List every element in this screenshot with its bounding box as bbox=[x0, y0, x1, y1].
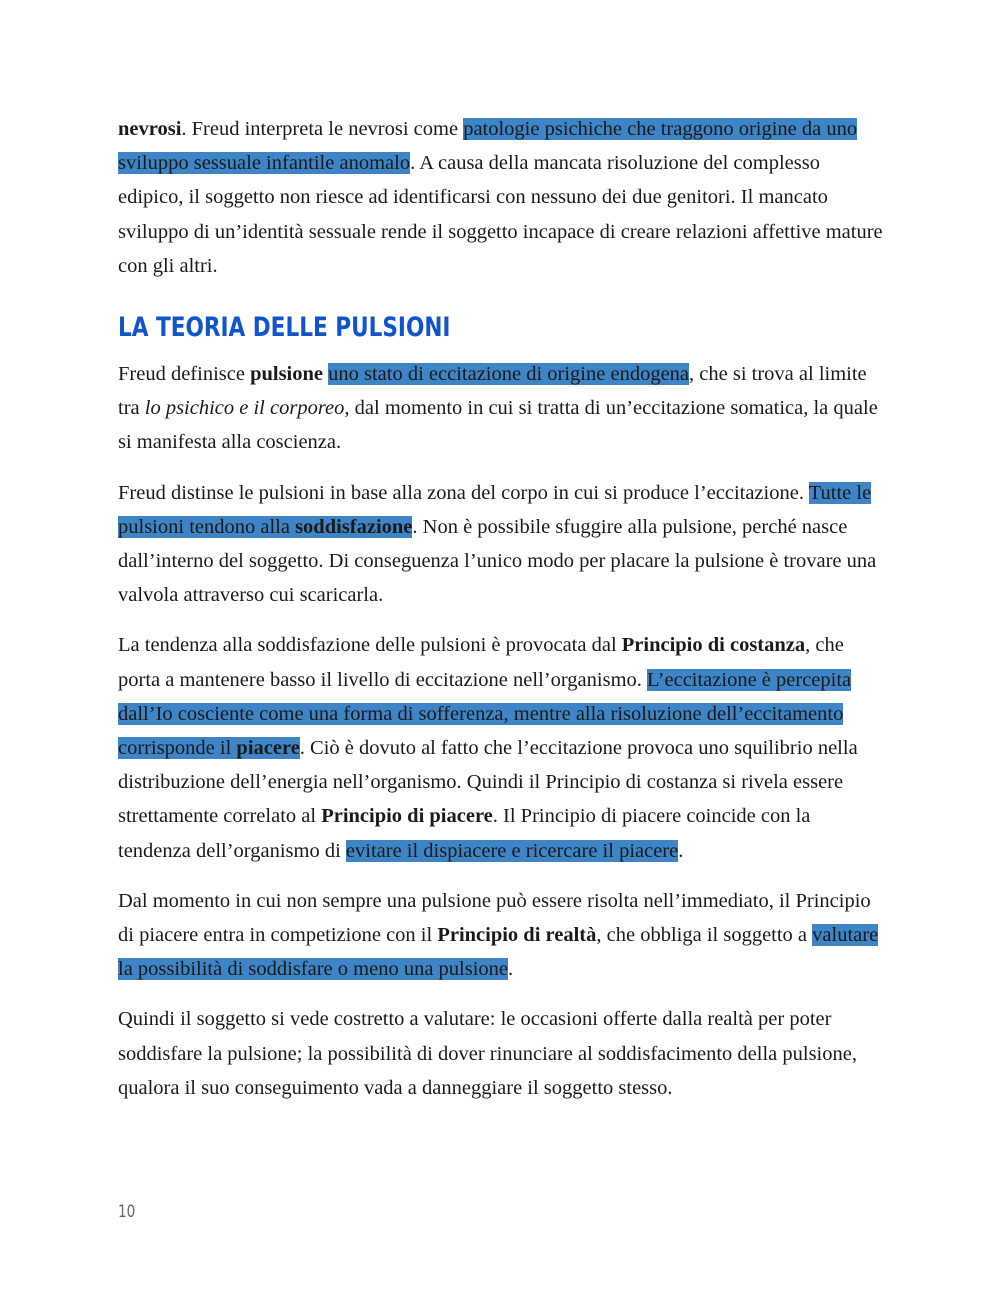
highlighted-text[interactable]: patologie psichiche che traggono origine da uno sviluppo sessuale infantile anomalo bbox=[118, 118, 858, 175]
text-run: . bbox=[508, 958, 514, 981]
text-run: , che porta a mantenere basso il livello di eccitazione nell’organismo. bbox=[118, 634, 844, 691]
page-number: 10 bbox=[118, 1202, 136, 1222]
highlighted-bold-term[interactable]: soddisfazione bbox=[295, 515, 413, 538]
text-run: Freud definisce bbox=[118, 363, 251, 386]
text-run: La tendenza alla soddisfazione delle pulsioni è provocata dal bbox=[118, 634, 622, 657]
bold-term: Principio di costanza bbox=[621, 634, 806, 657]
text-run: . Non è possibile sfuggire alla pulsione, perché nasce dall’interno del soggetto. Di conseguenza l’unico modo per placare la pulsione è trovare una valvola attraverso cui scaricarla. bbox=[118, 515, 877, 607]
text-run: . Il Principio di piacere coincide con la tendenza dell’organismo di bbox=[118, 805, 811, 862]
paragraph-principio-realta bbox=[118, 884, 884, 987]
bold-term: pulsione bbox=[250, 363, 323, 386]
text-run: Quindi il soggetto si vede costretto a valutare: le occasioni offerte dalla realtà per poter soddisfare la pulsione; la possibilità di dover rinunciare al soddisfacimento della pulsione, qualora il suo conseguimento vada a danneggiare il soggetto stesso. bbox=[118, 1008, 857, 1099]
highlighted-text[interactable]: Tutte le pulsioni tendono alla bbox=[118, 481, 872, 538]
text-run: Freud distinse le pulsioni in base alla zona del corpo in cui si produce l’eccitazione. bbox=[118, 481, 809, 504]
text-run: , dal momento in cui si tratta di un’eccitazione somatica, la quale si manifesta alla coscienza. bbox=[118, 397, 878, 454]
bold-term: Principio di realtà bbox=[437, 924, 597, 947]
section-heading: LA TEORIA DELLE PULSIONI bbox=[118, 312, 451, 344]
document-page bbox=[118, 112, 884, 1121]
paragraph-principio-costanza bbox=[118, 628, 884, 867]
text-run: , che obbliga il soggetto a bbox=[596, 924, 813, 947]
paragraph-pulsione-definition bbox=[118, 357, 884, 460]
italic-text: lo psichico e il corporeo bbox=[144, 397, 345, 420]
paragraph-valutazione bbox=[118, 1002, 884, 1105]
highlighted-text[interactable]: uno stato di eccitazione di origine endogena bbox=[328, 363, 690, 386]
highlighted-text[interactable]: evitare il dispiacere e ricercare il piacere bbox=[345, 839, 679, 862]
text-run: Dal momento in cui non sempre una pulsione può essere risolta nell’immediato, il Principio di piacere entra in competizione con il bbox=[118, 889, 871, 947]
text-run: . Freud interpreta le nevrosi come bbox=[181, 118, 464, 140]
highlighted-text[interactable]: valutare la possibilità di soddisfare o meno una pulsione bbox=[118, 924, 879, 981]
text-run: . A causa della mancata risoluzione del complesso edipico, il soggetto non riesce ad identificarsi con nessuno dei due genitori. Il mancato sviluppo di un’identità sessuale rende il soggetto incapace di creare relazioni affettive mature con gli altri. bbox=[118, 152, 883, 277]
highlighted-bold-term[interactable]: piacere bbox=[236, 737, 300, 760]
bold-term: nevrosi bbox=[118, 118, 182, 140]
text-run: . bbox=[678, 839, 684, 862]
highlighted-text[interactable]: L’eccitazione è percepita dall’Io cosciente come una forma di sofferenza, mentre alla risoluzione dell’eccitamento corrisponde il bbox=[118, 668, 852, 760]
bold-term: Principio di piacere bbox=[321, 805, 493, 828]
paragraph-soddisfazione bbox=[118, 476, 884, 613]
paragraph-nevrosi bbox=[118, 112, 884, 283]
text-run: . Ciò è dovuto al fatto che l’eccitazione provoca uno squilibrio nella distribuzione dell’energia nell’organismo. Quindi il Principio di costanza si rivela essere strettamente correlato al bbox=[118, 737, 858, 828]
text-run: , che si trova al limite tra bbox=[118, 363, 867, 420]
